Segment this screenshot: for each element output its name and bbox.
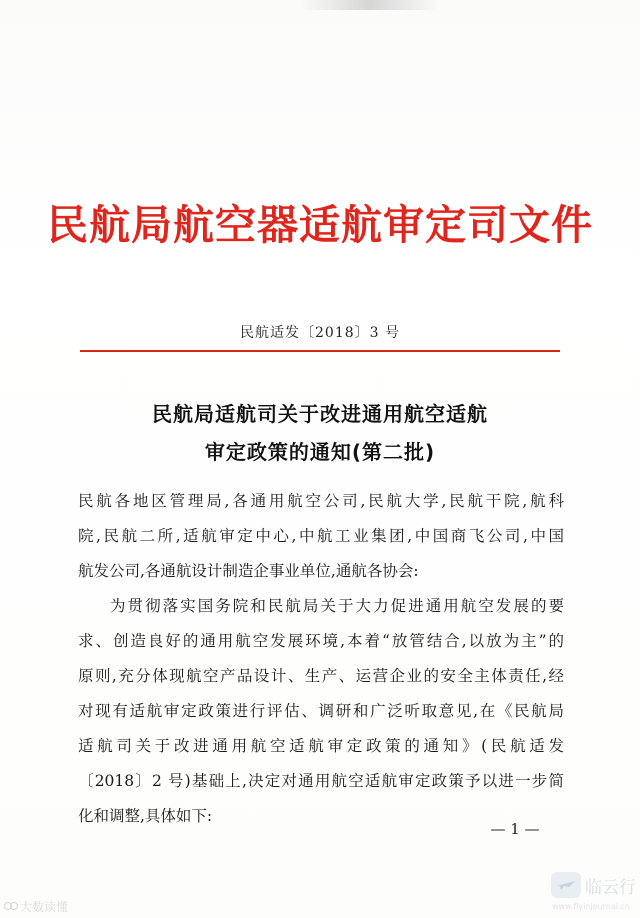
watermark-right (551, 872, 636, 911)
watermark-left-text: 大数读懂 (20, 900, 69, 914)
body-line: 求、创造良好的通用航空发展环境,本着“放管结合,以放为主”的 (78, 632, 564, 650)
body-line: 航发公司,各通航设计制造企事业单位,通航各协会: (78, 562, 419, 580)
body-line: 对现有适航审定政策进行评估、调研和广泛听取意见,在《民航局 (78, 702, 564, 720)
watermark-url: www.flyinjournal.cn (551, 902, 630, 911)
red-divider (80, 350, 560, 352)
body-line: 民航各地区管理局,各通用航空公司,民航大学,民航干院,航科 (78, 492, 564, 510)
notice-title-line-1: 民航局适航司关于改进通用航空适航 (152, 402, 488, 426)
body-line: 院,民航二所,适航审定中心,中航工业集团,中国商飞公司,中国 (78, 527, 564, 545)
body-line: 〔2018〕2 号)基础上,决定对通用航空适航审定政策予以进一步简 (78, 772, 564, 790)
body-line: 原则,充分体现航空产品设计、生产、运营企业的安全主体责任,经 (78, 667, 564, 685)
body-line: 适航司关于改进通用航空适航审定政策的通知》(民航适发 (78, 737, 564, 755)
issuer-header: 民航局航空器适航审定司文件 (47, 201, 593, 249)
scan-artifact (300, 0, 440, 10)
page-number: — 1 — (490, 820, 540, 838)
watermark-right-text: 临云行 (585, 877, 636, 898)
body-line: 化和调整,具体如下: (78, 807, 213, 825)
plane-icon (551, 872, 581, 898)
watermark-left (4, 898, 68, 915)
notice-title-line-2: 审定政策的通知(第二批) (204, 440, 436, 464)
document-number: 民航适发〔2018〕3 号 (240, 325, 400, 341)
watermark-logo-icon (4, 900, 18, 912)
body-line: 为贯彻落实国务院和民航局关于大力促进通用航空发展的要 (110, 597, 564, 615)
